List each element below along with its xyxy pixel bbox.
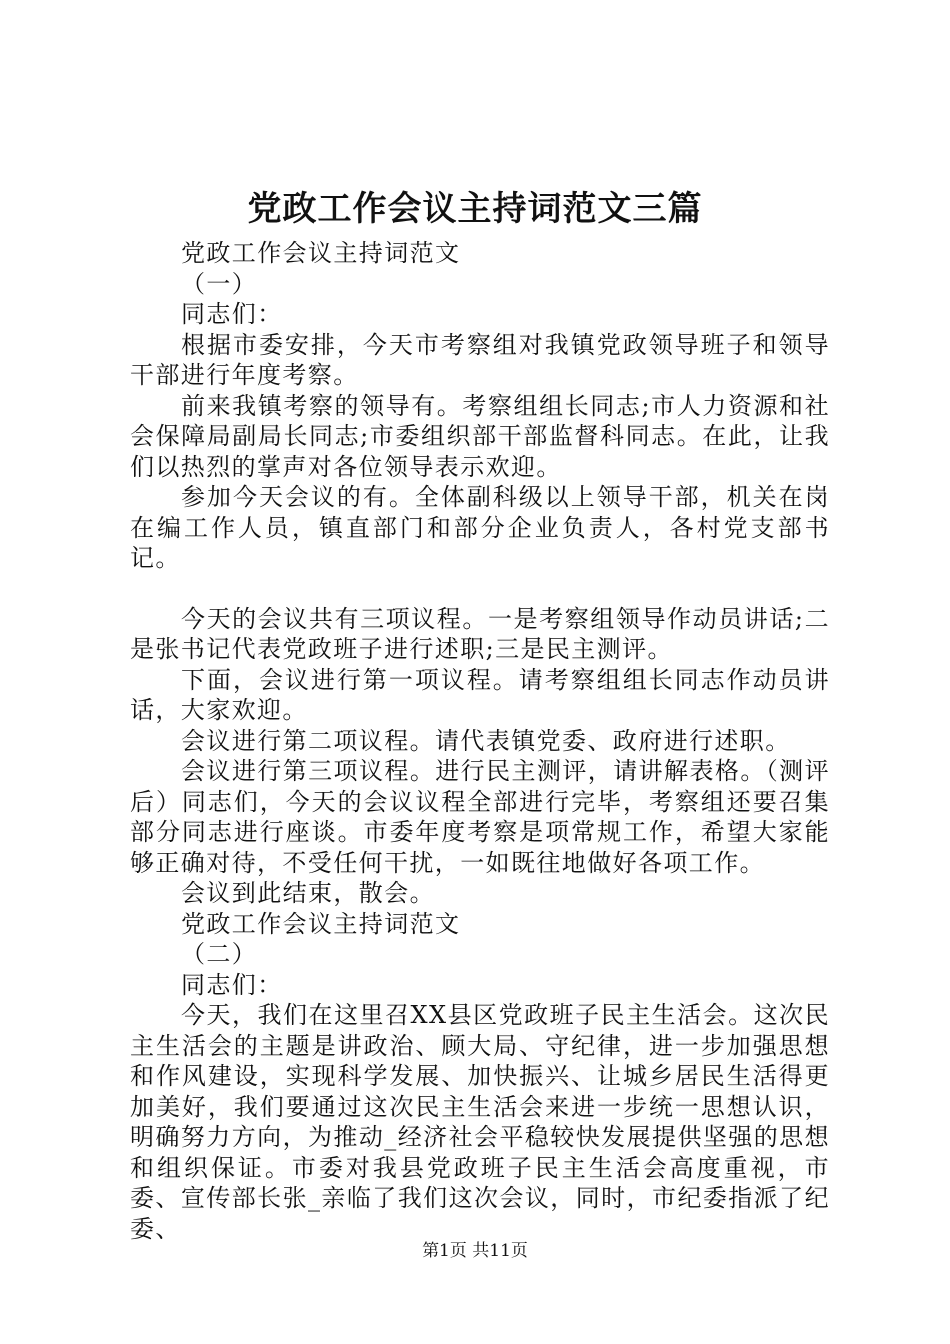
paragraph: 下面，会议进行第一项议程。请考察组组长同志作动员讲话，大家欢迎。 xyxy=(130,665,830,724)
paragraph: 根据市委安排，今天市考察组对我镇党政领导班子和领导干部进行年度考察。 xyxy=(130,330,830,389)
salutation-1: 同志们： xyxy=(181,300,283,328)
paragraph: 会议进行第三项议程。进行民主测评，请讲解表格。（测评后）同志们，今天的会议议程全部进行完毕，考察组还要召集部分同志进行座谈。市委年度考察是项常规工作，希望大家能够正确对待，不受任何干扰，一如既往地做好各项工作。 xyxy=(130,757,830,877)
salutation-2: 同志们： xyxy=(181,970,283,999)
section-number-1: （一） xyxy=(181,269,258,298)
page-footer: 第1页 共11页 xyxy=(422,1241,528,1261)
subtitle-paragraph-1: 党政工作会议主持词范文 xyxy=(181,239,461,267)
paragraph: 会议进行第二项议程。请代表镇党委、政府进行述职。 xyxy=(181,726,791,755)
paragraph: 前来我镇考察的领导有。考察组组长同志;市人力资源和社会保障局副局长同志;市委组织部干部监督科同志。在此，让我们以热烈的掌声对各位领导表示欢迎。 xyxy=(130,391,830,481)
paragraph: 今天的会议共有三项议程。一是考察组领导作动员讲话;二是张书记代表党政班子进行述职;三是民主测评。 xyxy=(130,604,830,663)
paragraph: 参加今天会议的有。全体副科级以上领导干部，机关在岗在编工作人员，镇直部门和部分企业负责人，各村党支部书记。 xyxy=(130,483,830,572)
document-title: 党政工作会议主持词范文三篇 xyxy=(247,189,703,229)
paragraph: 今天，我们在这里召XX县区党政班子民主生活会。这次民主生活会的主题是讲政治、顾大局、守纪律，进一步加强思想和作风建设，实现科学发展、加快振兴、让城乡居民生活得更加美好，我们要通过这次民主生活会来进一步统一思想认识，明确努力方向，为推动_经济社会平稳较快发展提供坚强的思想和组织保证。市委对我县党政班子民主生活会高度重视，市委、宣传部长张_亲临了我们这次会议，同时，市纪委指派了纪委、 xyxy=(130,1001,830,1243)
paragraph: 会议到此结束，散会。 xyxy=(181,879,435,907)
document-body xyxy=(130,238,830,1244)
section-number-2: （二） xyxy=(181,940,258,968)
subtitle-paragraph-2: 党政工作会议主持词范文 xyxy=(181,909,461,938)
